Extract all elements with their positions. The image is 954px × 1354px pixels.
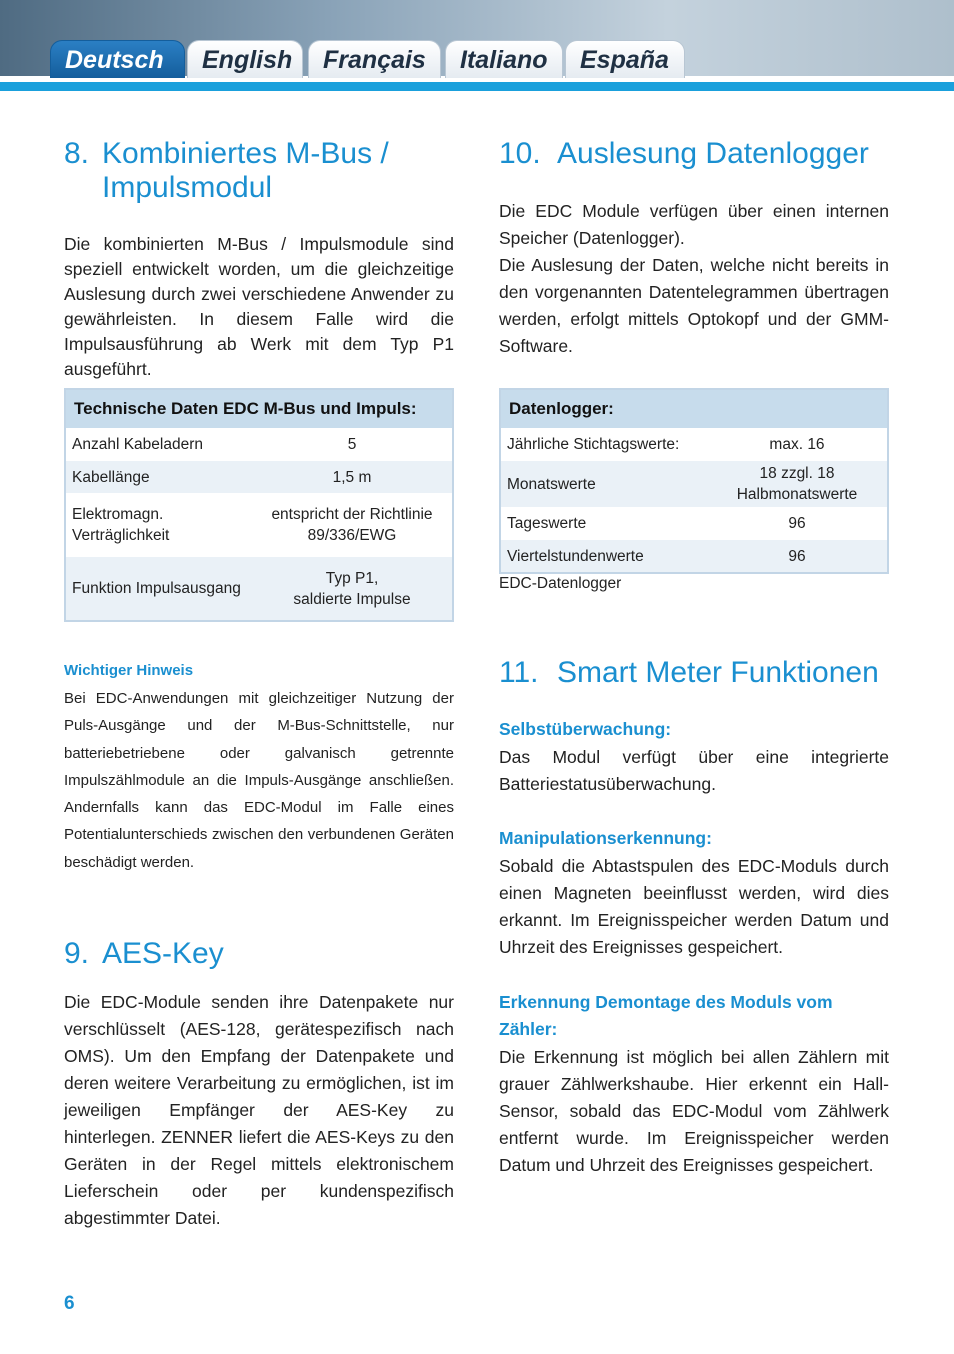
- page-number: 6: [64, 1293, 75, 1314]
- table-cell-value: Typ P1, saldierte Impulse: [293, 569, 411, 608]
- section-9-heading: [64, 937, 464, 971]
- table-cell-value: entspricht der Richtlinie 89/336/EWG: [271, 506, 433, 544]
- header-blue-rule: [0, 82, 954, 91]
- table-cell-label: Jährliche Stichtagswerte:: [507, 436, 680, 453]
- table-cell-value: 96: [788, 515, 806, 532]
- table-cell-label: Funktion Impulsausgang: [72, 580, 241, 597]
- tamper-detection-heading: Manipulationserkennung:: [499, 828, 712, 848]
- section-10-body-p1: Die EDC Module verfügen über einen internen Speicher (Datenlogger).: [499, 201, 889, 248]
- tab-english[interactable]: English: [187, 40, 303, 78]
- section-10-title: Auslesung Datenlogger: [557, 137, 869, 170]
- datalogger-table-header: Datenlogger:: [501, 390, 887, 428]
- section-9-body: Die EDC-Module senden ihre Datenpakete nur verschlüsselt (AES-128, gerätespezifisch nach OMS). Um den Empfang der Datenpakete und deren weitere Verarbeitung zu ermöglichen, ist im jeweiligen Empfänger der AES-Key zu hinterlegen. ZENNER liefert die AES-Keys zu den Geräten in der Regel mittels elektronischem Lieferschein oder per kundenspezifisch abgestimmter Datei.: [64, 992, 454, 1228]
- self-monitoring-heading: Selbstüberwachung:: [499, 719, 672, 739]
- datalogger-caption: EDC-Datenlogger: [499, 575, 622, 592]
- section-8-title-line2: Impulsmodul: [102, 171, 273, 204]
- section-10-body-p2: Die Auslesung der Daten, welche nicht bereits in den vorgenannten Datentelegrammen übertragen werden, erfolgt mittels Optokopf und der GMM-Software.: [499, 255, 889, 356]
- section-9-number: 9.: [64, 937, 90, 970]
- table-row: [501, 428, 887, 461]
- table-row: [501, 507, 887, 540]
- section-10-body: [499, 198, 889, 360]
- section-11-number: 11.: [499, 656, 539, 689]
- section-10-number: 10.: [499, 137, 541, 170]
- tech-data-table: [64, 388, 454, 622]
- tab-deutsch[interactable]: Deutsch: [50, 40, 185, 78]
- table-cell-label: Anzahl Kabeladern: [72, 436, 203, 453]
- note-body: Bei EDC-Anwendungen mit gleichzeitiger Nutzung der Puls-Ausgänge und der M-Bus-Schnittstelle, nur batteriebetriebene oder galvanisch getrennte Impulszählmodule an die Impuls-Ausgänge anschließen. Andernfalls kann das EDC-Modul im Falle eines Potentialunterschieds zwischen den verbundenen Geräten beschädigt werden.: [64, 690, 454, 871]
- table-cell-label: Elektromagn. Verträglichkeit: [72, 506, 170, 544]
- tamper-detection-body: Sobald die Abtastspulen des EDC-Moduls durch einen Magneten beeinflusst werden, wird dies erkannt. Im Ereignisspeicher werden Datum und Uhrzeit des Ereignisses gespeichert.: [499, 856, 889, 957]
- section-11-title: Smart Meter Funktionen: [557, 656, 879, 689]
- table-cell-value: 1,5 m: [332, 468, 372, 486]
- table-cell-value: 18 zzgl. 18 Halbmonatswerte: [736, 465, 858, 503]
- removal-detection-body: Die Erkennung ist möglich bei allen Zählern mit grauer Zählwerkshaube. Hier erkennt ein Hall-Sensor, sobald das EDC-Modul vom Zählwerk entfernt wurde. Im Ereignisspeicher werden Datum und Uhrzeit des Ereignisses gespeichert.: [499, 1047, 889, 1175]
- table-row: [501, 461, 887, 507]
- section-9-title: AES-Key: [102, 937, 224, 970]
- table-row: [66, 461, 452, 493]
- tab-italiano[interactable]: Italiano: [445, 40, 563, 78]
- table-cell-label: Viertelstundenwerte: [507, 547, 644, 565]
- table-cell-value: 96: [788, 547, 806, 565]
- section-8-number: 8.: [64, 137, 90, 170]
- tab-francais[interactable]: Français: [308, 40, 441, 78]
- table-cell-label: Tageswerte: [507, 515, 587, 532]
- table-cell-label: Monatswerte: [507, 475, 596, 493]
- self-monitoring-body: Das Modul verfügt über eine integrierte Batteriestatusüberwachung.: [499, 747, 889, 794]
- table-row: [501, 540, 887, 572]
- table-cell-value: 5: [347, 436, 357, 453]
- section-8-body: Die kombinierten M-Bus / Impulsmodule sind speziell entwickelt worden, um die gleichzeitige Auslesung durch zwei verschiedene Anwender zu gewährleisten. In diesem Falle wird die Impulsausführung ab Werk mit dem Typ P1 ausgeführt.: [64, 234, 454, 379]
- table-row: [66, 428, 452, 461]
- section-8-heading: [64, 137, 464, 205]
- table-row: [66, 493, 452, 557]
- note-title: Wichtiger Hinweis: [64, 662, 194, 679]
- section-11-heading: [499, 656, 919, 690]
- removal-detection-heading: Erkennung Demontage des Moduls vom Zähler:: [499, 992, 833, 1039]
- tech-data-table-header: Technische Daten EDC M-Bus und Impuls:: [66, 390, 452, 428]
- table-cell-label: Kabellänge: [72, 468, 150, 486]
- datalogger-table: [499, 388, 889, 574]
- tab-espana[interactable]: España: [565, 40, 685, 78]
- table-row: [66, 557, 452, 620]
- table-cell-value: max. 16: [769, 436, 825, 453]
- section-10-heading: [499, 137, 919, 171]
- section-8-title-line1: Kombiniertes M-Bus /: [102, 137, 389, 170]
